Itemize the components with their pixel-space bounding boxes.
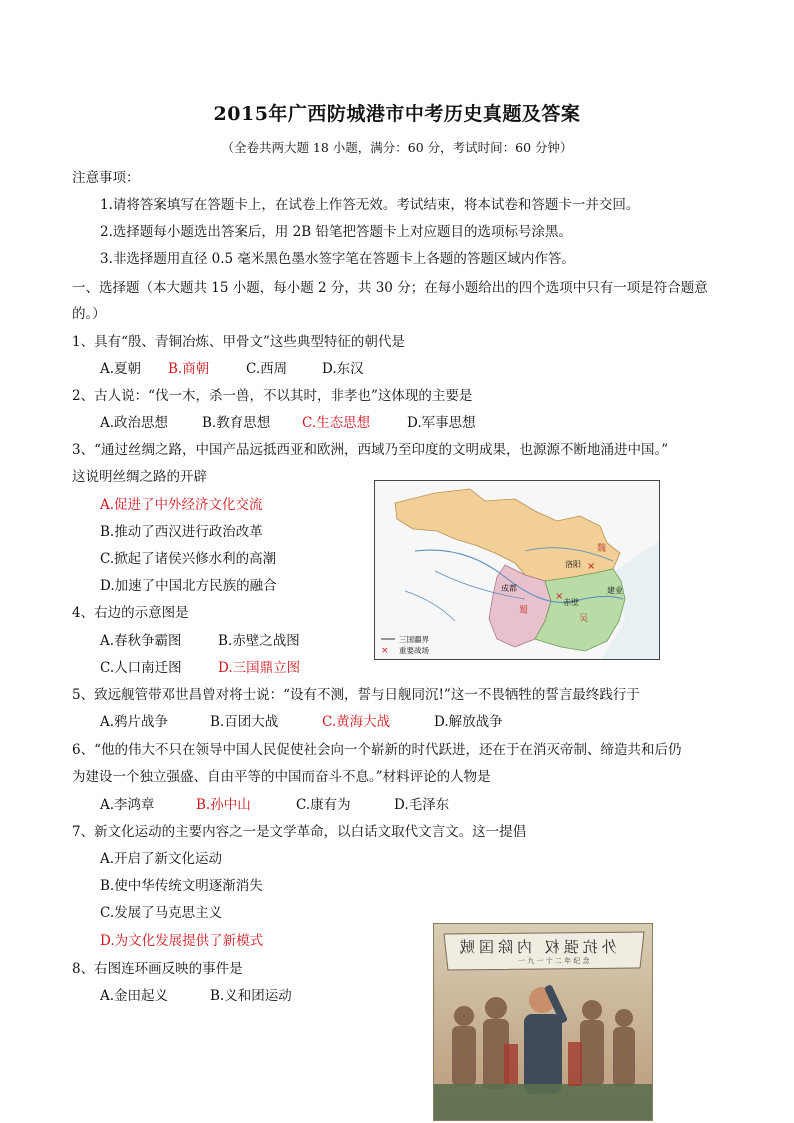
poster-subbanner: 一 九 一 十 二 年 纪 念 bbox=[518, 957, 590, 965]
question-stem: 2、古人说：“伐一木，杀一兽，不以其时，非孝也”这体现的主要是 bbox=[72, 388, 473, 404]
map-label-luoyang: 洛阳 bbox=[565, 560, 581, 569]
option-correct: A.促进了中外经济文化交流 bbox=[100, 497, 263, 513]
option: D.加速了中国北方民族的融合 bbox=[100, 578, 277, 594]
svg-text:×: × bbox=[587, 561, 596, 572]
map-legend-border: 三国疆界 bbox=[399, 635, 429, 644]
question-stem: 4、右边的示意图是 bbox=[72, 605, 189, 621]
option: A.夏朝 bbox=[100, 361, 142, 377]
section-heading-cont: 的。） bbox=[72, 306, 106, 322]
option: C.人口南迁图 bbox=[100, 660, 182, 676]
option: B.使中华传统文明逐渐消失 bbox=[100, 878, 263, 894]
option: B.教育思想 bbox=[202, 415, 271, 431]
option: A.鸦片战争 bbox=[100, 714, 169, 730]
map-legend-battle: 重要战场 bbox=[399, 646, 429, 655]
question-stem-cont: 这说明丝绸之路的开辟 bbox=[72, 469, 207, 485]
notice-item: 2.选择题每小题选出答案后，用 2B 铅笔把答题卡上对应题目的选项标号涂黑。 bbox=[100, 224, 572, 240]
map-label-chengdu: 成都 bbox=[501, 584, 517, 593]
question-stem: 6、“他的伟大不只在领导中国人民促使社会向一个崭新的时代跃进，还在于在消灭帝制、缔造共和后仍 bbox=[72, 742, 682, 758]
three-kingdoms-map bbox=[374, 480, 660, 660]
option: B.推动了西汉进行政治改革 bbox=[100, 524, 263, 540]
option: C.掀起了诸侯兴修水利的高潮 bbox=[100, 551, 277, 567]
option: C.发展了马克思主义 bbox=[100, 905, 223, 921]
exam-info: （全卷共两大题 18 小题，满分：60 分，考试时间：60 分钟） bbox=[221, 140, 573, 155]
svg-text:×: × bbox=[381, 646, 389, 656]
map-label-jianye: 建业 bbox=[607, 586, 623, 595]
map-label-chibi: 赤壁 bbox=[563, 598, 579, 607]
map-label-shu: 蜀 bbox=[519, 606, 529, 616]
question-stem: 5、致远舰管带邓世昌曾对将士说：“设有不测，誓与日舰同沉!”这一不畏牺牲的誓言最终践行于 bbox=[72, 687, 640, 703]
map-label-wu: 吴 bbox=[579, 614, 589, 624]
question-stem: 8、右图连环画反映的事件是 bbox=[72, 961, 243, 977]
svg-text:×: × bbox=[555, 591, 564, 602]
question-stem: 3、“通过丝绸之路，中国产品远抵西亚和欧洲，西域乃至印度的文明成果，也源源不断地涌进中国。” bbox=[72, 442, 669, 458]
option-correct: B.商朝 bbox=[168, 361, 210, 377]
option: A.春秋争霸图 bbox=[100, 633, 182, 649]
option: B.义和团运动 bbox=[210, 988, 292, 1004]
section-heading: 一、选择题（本大题共 15 小题，每小题 2 分，共 30 分；在每小题给出的四个选项中只有一项是符合题意 bbox=[72, 280, 708, 296]
option-correct: B.孙中山 bbox=[196, 797, 251, 813]
notice-item: 3.非选择题用直径 0.5 毫米黑色墨水签字笔在答题卡上各题的答题区域内作答。 bbox=[100, 251, 575, 267]
option: D.解放战争 bbox=[434, 714, 503, 730]
question-stem-cont: 为建设一个独立强盛、自由平等的中国而奋斗不息。”材料评论的人物是 bbox=[72, 769, 491, 785]
option: A.金田起义 bbox=[100, 988, 169, 1004]
option: D.毛泽东 bbox=[394, 797, 450, 813]
map-drawing bbox=[375, 481, 659, 659]
option-correct: D.为文化发展提供了新模式 bbox=[100, 933, 264, 949]
option-correct: C.生态思想 bbox=[302, 415, 371, 431]
option: B.赤壁之战图 bbox=[218, 633, 300, 649]
question-stem: 1、具有“殷、青铜冶炼、甲骨文”这些典型特征的朝代是 bbox=[72, 334, 405, 350]
option-correct: C.黄海大战 bbox=[322, 714, 391, 730]
option: A.李鸿章 bbox=[100, 797, 155, 813]
option: D.军事思想 bbox=[407, 415, 476, 431]
map-label-wei: 魏 bbox=[597, 544, 607, 554]
option: B.百团大战 bbox=[210, 714, 279, 730]
option: A.开启了新文化运动 bbox=[100, 851, 223, 867]
question-stem: 7、新文化运动的主要内容之一是文学革命，以白话文取代文言文。这一提倡 bbox=[72, 824, 527, 840]
notice-item: 1.请将答案填写在答题卡上，在试卷上作答无效。考试结束，将本试卷和答题卡一并交回。 bbox=[100, 197, 640, 213]
poster-banner: 外抗强权 内除国贼 bbox=[456, 938, 617, 956]
option: D.东汉 bbox=[322, 361, 364, 377]
option: C.康有为 bbox=[296, 797, 351, 813]
comic-illustration bbox=[433, 923, 653, 1121]
page-title: 2015年广西防城港市中考历史真题及答案 bbox=[213, 103, 581, 125]
option-correct: D.三国鼎立图 bbox=[218, 660, 301, 676]
notice-heading: 注意事项： bbox=[72, 170, 140, 186]
option: A.政治思想 bbox=[100, 415, 169, 431]
option: C.西周 bbox=[246, 361, 288, 377]
